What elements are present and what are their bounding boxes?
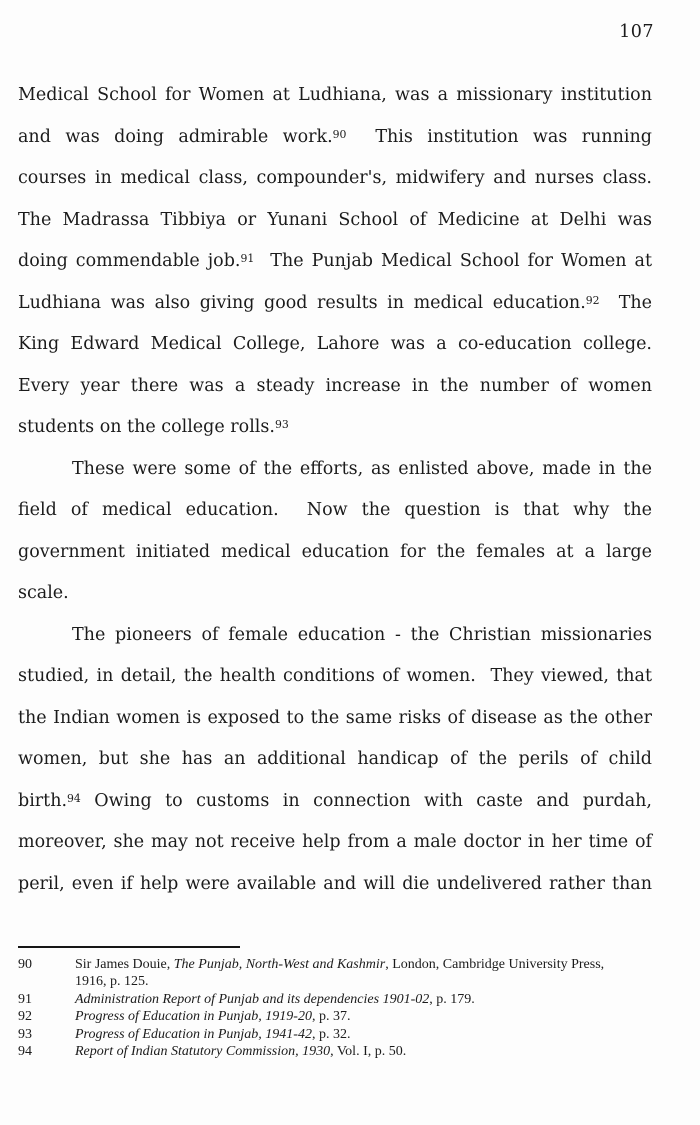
footnote-text: Progress of Education in Punjab, 1941-42, p. 32. [75,1026,351,1042]
body-line: birth.$^{94}$ Owing to customs in connection with caste and purdah, [18,790,652,811]
footnote-reference: 90 [332,127,347,141]
footnote-number: 93 [18,1026,32,1042]
footnotes [18,956,662,1060]
footnote-text: Administration Report of Punjab and its dependencies 1901-02, p. 179. [75,991,475,1007]
footnote-number: 92 [18,1009,32,1025]
body-line: doing commendable job.$^{91}$ The Punjab Medical School for Women at [18,251,652,271]
footnote-reference: 93 [274,417,289,431]
body-line: King Edward Medical College, Lahore was a co-education college. [18,334,652,354]
footnote-item [18,1043,662,1060]
body-line: and was doing admirable work.$^{90}$ This institution was running [18,126,652,147]
body-line: Medical School for Women at Ludhiana, was a missionary institution [18,85,652,105]
body-line: field of medical education. Now the question is that why the [18,500,652,520]
body-line: Ludhiana was also giving good results in medical education.$^{92}$ The [18,292,652,313]
footnote-item [18,1008,662,1025]
body-line: moreover, she may not receive help from a male doctor in her time of [18,832,652,852]
page-number: 107 [619,22,654,42]
body-line: students on the college rolls.$^{93}$ [18,417,289,437]
body-text [18,75,652,905]
body-line: the Indian women is exposed to the same risks of disease as the other [18,707,652,728]
body-line: studied, in detail, the health conditions of women. They viewed, that [18,666,652,686]
body-line: The pioneers of female education - the Christian missionaries [72,624,652,645]
footnote-reference: 92 [585,293,600,307]
body-line: The Madrassa Tibbiya or Yunani School of Medicine at Delhi was [18,209,652,230]
footnote-item [18,991,662,1008]
body-line: peril, even if help were available and will die undelivered rather than [18,873,652,894]
footnote-reference: 91 [240,251,255,265]
footnote-number: 94 [18,1044,32,1060]
footnote-text: Report of Indian Statutory Commission, 1930, Vol. I, p. 50. [75,1044,407,1060]
footnote-number: 91 [18,991,32,1007]
body-line: These were some of the efforts, as enlisted above, made in the [72,458,652,479]
footnote-text: Sir James Douie, The Punjab, North-West and Kashmir, London, Cambridge University Press, 1916, p. 125. [75,957,605,990]
footnote-text: Progress of Education in Punjab, 1919-20, p. 37. [75,1009,351,1025]
body-line: Every year there was a steady increase in the number of women [18,375,652,396]
footnote-reference: 94 [67,791,81,805]
footnote-number: 90 [18,957,32,972]
body-line: scale. [18,583,69,603]
body-line: courses in medical class, compounder's, midwifery and nurses class. [18,168,652,188]
footnote-separator-rule [18,946,240,948]
footnote-item [18,956,662,991]
footnote-item [18,1026,662,1043]
body-line: women, but she has an additional handicap of the perils of child [18,749,652,769]
body-line: government initiated medical education for the females at a large [18,541,652,562]
